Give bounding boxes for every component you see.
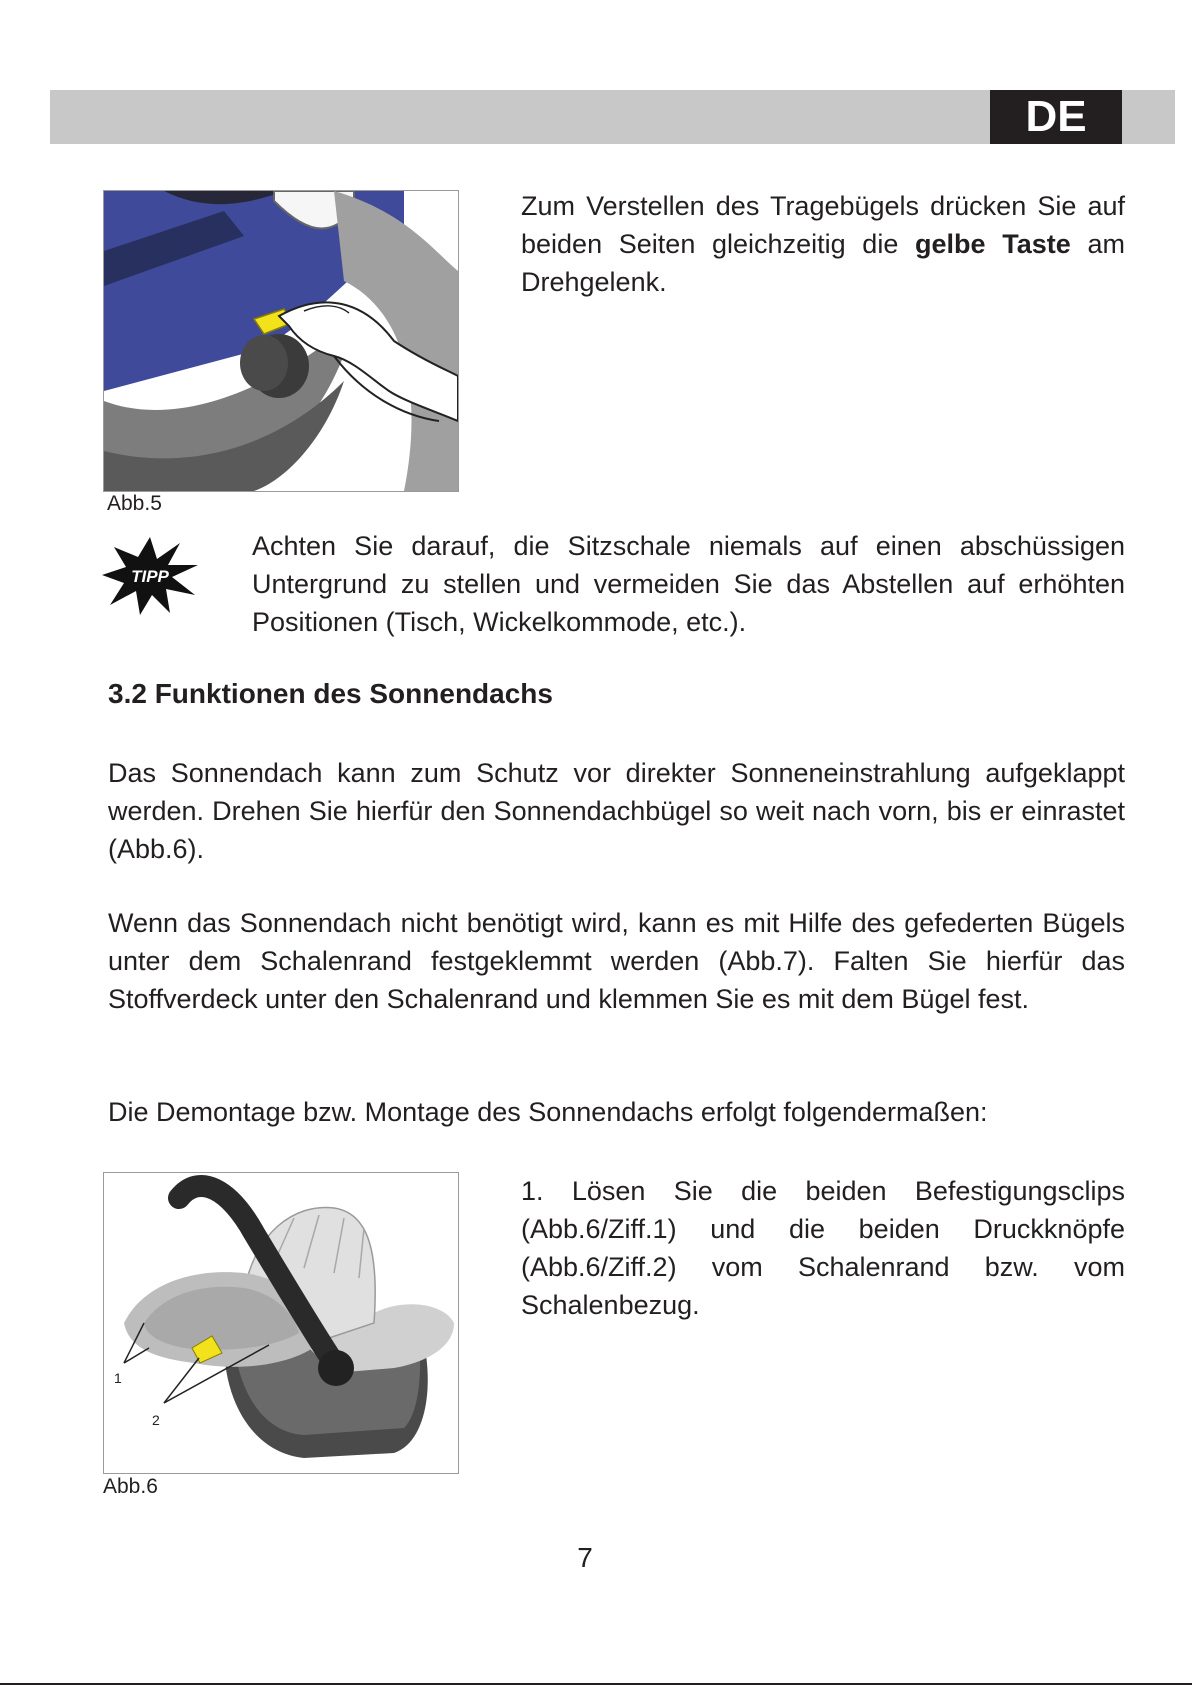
carrier-button-illustration: [104, 191, 458, 491]
carry-handle-text-2: am Drehgelenk.: [521, 229, 1125, 297]
tipp-label: TIPP: [131, 567, 169, 586]
callout-1: 1: [114, 1370, 122, 1386]
step-1-paragraph: 1. Lösen Sie die beiden Befestigungsclips (Abb.6/Ziff.1) und die beiden Druckknöpfe (Abb.6/Ziff.2) vom Schalenrand bzw. vom Schalenbezug.: [521, 1176, 1125, 1320]
figure-6-caption: Abb.6: [103, 1475, 158, 1498]
infant-carrier-illustration: [104, 1173, 458, 1473]
page-number: 7: [577, 1542, 593, 1573]
sunroof-paragraph-1: Das Sonnendach kann zum Schutz vor direkter Sonneneinstrahlung aufgeklappt werden. Drehen Sie hierfür den Sonnendachbügel so weit nach vorn, bis er einrastet (Abb.6).: [108, 758, 1125, 864]
language-badge: DE: [990, 90, 1122, 144]
figure-5-illustration: [103, 190, 459, 492]
sunroof-paragraph-2: Wenn das Sonnendach nicht benötigt wird, kann es mit Hilfe des gefederten Bügels unter dem Schalenrand festgeklemmt werden (Abb.7). Falten Sie hierfür das Stoffverdeck unter den Schalenrand und klemmen Sie es mit dem Bügel fest.: [108, 908, 1125, 1014]
figure-5-caption: Abb.5: [107, 492, 162, 515]
tipp-burst-icon: [100, 535, 200, 615]
tip-text: Achten Sie darauf, die Sitzschale niemals auf einen abschüssigen Untergrund zu stellen und vermeiden Sie das Abstellen auf erhöhten Positionen (Tisch, Wickelkommode, etc.).: [252, 531, 1125, 637]
carry-handle-text-1: Zum Verstellen des Tragebügels drücken Sie auf beiden Seiten gleichzeitig die: [521, 191, 1125, 259]
sunroof-paragraph-3: Die Demontage bzw. Montage des Sonnendachs erfolgt folgendermaßen:: [108, 1097, 988, 1127]
callout-2: 2: [152, 1412, 160, 1428]
yellow-button-emphasis: gelbe Taste: [915, 229, 1071, 259]
section-title: 3.2 Funktionen des Sonnendachs: [108, 678, 553, 709]
figure-6-illustration: [103, 1172, 459, 1474]
carry-handle-paragraph: [521, 187, 1125, 301]
